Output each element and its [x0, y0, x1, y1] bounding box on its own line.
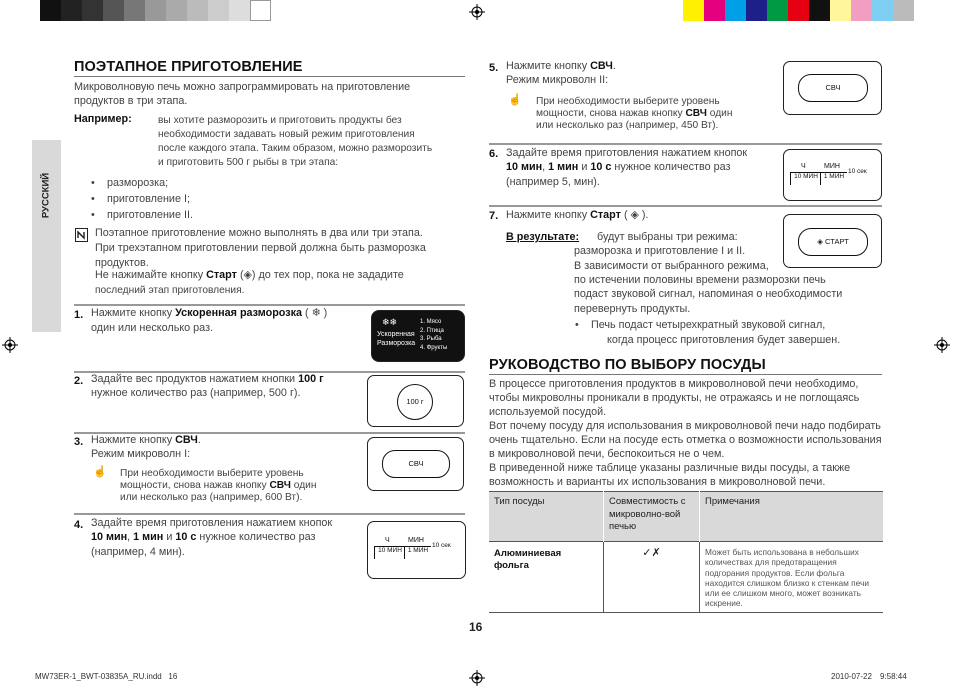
- tip-hand-icon: ☝: [93, 466, 107, 478]
- result-line-5: подаст звуковой сигнал, напоминая о необходимости: [574, 288, 843, 300]
- example-line-1: вы хотите разморозить и приготовить продукты без: [158, 115, 402, 126]
- result-bullet: • Печь подаст четырехкратный звуковой сигнал,: [591, 318, 825, 334]
- step-separator: [489, 143, 882, 145]
- result-line-1: будут выбраны три режима:: [597, 231, 738, 243]
- result-line-2: разморозка и приготовление I и II.: [574, 245, 746, 257]
- registration-mark-icon: [469, 4, 485, 20]
- step-3-line-1: Нажмите кнопку СВЧ.: [91, 434, 201, 446]
- ten-min-button[interactable]: 10 МИН: [790, 172, 821, 185]
- guide-para-line-4: Вот почему посуду для использования в микроволновой печи надо подбирать: [489, 420, 881, 432]
- guide-para-line-7: В приведенной ниже таблице указаны различные виды посуды, а также: [489, 462, 851, 474]
- step-3-line-2: Режим микроволн I:: [91, 448, 191, 460]
- section-title-cookware-guide: РУКОВОДСТВО ПО ВЫБОРУ ПОСУДЫ: [489, 357, 766, 373]
- title-rule: [489, 374, 882, 375]
- step-7-number: 7.: [489, 210, 499, 222]
- table-header: Примечания: [705, 496, 760, 507]
- defrost-icon: ❄❄: [382, 317, 398, 327]
- guide-para-line-5: очень тщательно. Если на посуде есть отметка о возможности использования: [489, 434, 882, 446]
- table-cell-notes: Может быть использована в небольших количествах для предотвращения подгорания продуктов. Если фольга находится слишком близко к стенкам печи или ее слишком много, может возникать искрение.: [705, 547, 869, 609]
- step-4-line-1: Задайте время приготовления нажатием кнопок: [91, 517, 333, 529]
- step-3-tip-line-1: При необходимости выберите уровень: [120, 468, 304, 479]
- start-diamond-icon: ◈: [817, 237, 826, 246]
- quick-defrost-label: Ускоренная Разморозка: [377, 331, 416, 347]
- quick-defrost-keyword: Ускоренная разморозка: [175, 307, 303, 319]
- step-1-line-2: один или несколько раз.: [91, 322, 214, 334]
- bullet-item: • разморозка;: [107, 176, 168, 192]
- weight-keyword: 100 г: [298, 373, 324, 385]
- defrost-symbol-icon: ( ❄ ): [305, 307, 328, 319]
- ten-sec-button[interactable]: 10 сек: [432, 542, 451, 549]
- step-2-line-1: Задайте вес продуктов нажатием кнопки 100 г: [91, 373, 324, 385]
- guide-para-line-6: в микроволновой печи, беспокоиться не о чем.: [489, 448, 725, 460]
- cookware-table: [489, 491, 883, 613]
- microwave-button[interactable]: СВЧ: [382, 450, 450, 478]
- tip-hand-icon: ☝: [508, 94, 522, 106]
- note-line-1: Поэтапное приготовление можно выполнять в два или три этапа.: [95, 227, 423, 239]
- step-6-number: 6.: [489, 148, 499, 160]
- note-line-3: продуктов.: [95, 257, 149, 269]
- guide-para-line-2: чтобы микроволны проникали в продукты, не отражаясь и не поглощаясь: [489, 392, 860, 404]
- title-rule: [74, 76, 465, 77]
- start-keyword: Старт: [206, 269, 237, 281]
- step-3-number: 3.: [74, 436, 84, 448]
- footer-filename: MW73ER-1_BWT-03835A_RU.indd 16: [35, 672, 178, 681]
- note-line-5: последний этап приготовления.: [95, 285, 245, 296]
- microwave-button-panel: [367, 437, 464, 491]
- table-header: Тип посуды: [489, 492, 604, 542]
- example-label: Например:: [74, 113, 132, 125]
- guide-para-line-1: В процессе приготовления продуктов в микроволновой печи необходимо,: [489, 378, 859, 390]
- side-tab-label: РУССКИЙ: [40, 172, 52, 219]
- step-5-line-2: Режим микроволн II:: [506, 74, 609, 86]
- step-5-line-1: Нажмите кнопку СВЧ.: [506, 60, 616, 72]
- step-5-tip-line-1: При необходимости выберите уровень: [536, 96, 720, 107]
- step-3-tip-line-3: или несколько раз (например, 600 Вт).: [120, 492, 303, 503]
- one-min-button[interactable]: 1 МИН: [820, 172, 847, 185]
- step-4-number: 4.: [74, 519, 84, 531]
- note-line-2: При трехэтапном приготовлении первой должна быть разморозка: [95, 242, 426, 254]
- minute-label: МИН: [824, 163, 840, 170]
- language-side-tab: [32, 140, 61, 332]
- intro-line-2: продуктов в три этапа.: [74, 95, 188, 107]
- step-5-tip-line-3: или несколько раз (например, 450 Вт).: [536, 120, 719, 131]
- example-line-4: и приготовить 500 г рыбы в три этапа:: [158, 157, 339, 168]
- quick-defrost-button-panel[interactable]: [371, 310, 465, 362]
- registration-mark-icon: [2, 337, 18, 353]
- step-separator: [74, 513, 465, 515]
- step-3-tip-line-2: мощности, снова нажав кнопку СВЧ один: [120, 480, 317, 491]
- time-buttons-panel: [367, 521, 466, 579]
- result-line-6: перевернуть продукты.: [574, 303, 691, 315]
- step-2-line-2: нужное количество раз (например, 500 г).: [91, 387, 301, 399]
- start-button-panel: [783, 214, 882, 268]
- start-symbol-icon: ( ◈ ).: [623, 209, 649, 221]
- one-min-button[interactable]: 1 МИН: [404, 546, 431, 559]
- step-5-number: 5.: [489, 62, 499, 74]
- time-buttons-panel: [783, 149, 882, 201]
- table-cell-type: Алюминиевая фольга: [489, 542, 604, 613]
- table-row: [489, 542, 883, 613]
- start-symbol-icon: (◈: [239, 269, 252, 281]
- bullet-item: • приготовление II.: [107, 208, 193, 224]
- step-6-line-1: Задайте время приготовления нажатием кнопок: [506, 147, 748, 159]
- step-2-number: 2.: [74, 375, 84, 387]
- table-header-row: [489, 492, 883, 542]
- table-cell-compat: ✓✗: [604, 542, 700, 613]
- weight-button-panel: [367, 375, 464, 427]
- ten-sec-button[interactable]: 10 сек: [848, 168, 867, 175]
- step-4-line-2: 10 мин, 1 мин и 10 с нужное количество раз: [91, 531, 316, 543]
- table-header: Совместимость с микроволно-вой печью: [604, 492, 700, 542]
- step-separator: [489, 205, 882, 207]
- result-line-3: В зависимости от выбранного режима,: [574, 260, 769, 272]
- microwave-button[interactable]: СВЧ: [798, 74, 868, 102]
- example-line-2: необходимости задавать новый режим приготовления: [158, 129, 415, 140]
- step-6-line-3: (например 5, мин).: [506, 176, 600, 188]
- minute-label: МИН: [408, 537, 424, 544]
- intro-line-1: Микроволновую печь можно запрограммировать на приготовление: [74, 81, 411, 93]
- step-1-number: 1.: [74, 309, 84, 321]
- step-1-line-1: Нажмите кнопку Ускоренная разморозка ( ❄ ): [91, 307, 328, 319]
- section-title-staged-cooking: ПОЭТАПНОЕ ПРИГОТОВЛЕНИЕ: [74, 59, 303, 75]
- result-label: В результате:: [506, 231, 580, 243]
- guide-para-line-8: возможность и варианты их использования в микроволновой печи.: [489, 476, 826, 488]
- footer-time: 9:58:44: [880, 672, 907, 681]
- guide-para-line-3: используемой посудой.: [489, 406, 607, 418]
- microwave-keyword: СВЧ: [175, 434, 198, 446]
- note-icon: [75, 228, 88, 242]
- start-button[interactable]: ◈ СТАРТ: [798, 228, 868, 256]
- microwave-button-panel: [783, 61, 882, 115]
- hour-label: Ч: [801, 163, 806, 170]
- note-line-4: Не нажимайте кнопку Старт (◈) до тех пор, пока не зададите: [95, 269, 404, 281]
- page-number: 16: [469, 620, 483, 634]
- example-line-3: после каждого этапа. Таким образом, можно разморозить: [158, 143, 433, 154]
- result-line-4: по истечении половины времени разморозки печь: [574, 274, 826, 286]
- weight-100g-button[interactable]: 100 г: [397, 384, 433, 420]
- step-7-line-1: Нажмите кнопку Старт ( ◈ ).: [506, 209, 649, 221]
- result-bullet-cont: когда процесс приготовления будет завершен.: [607, 334, 841, 346]
- bullet-item: • приготовление I;: [107, 192, 190, 208]
- step-4-line-3: (например, 4 мин).: [91, 546, 185, 558]
- registration-mark-icon: [934, 337, 950, 353]
- defrost-menu-list: 1. Мясо 2. Птица 3. Рыба 4. Фрукты: [420, 319, 448, 351]
- ten-min-button[interactable]: 10 МИН: [374, 546, 405, 559]
- registration-mark-icon: [469, 670, 485, 686]
- footer-date: 2010-07-22: [831, 672, 872, 681]
- hour-label: Ч: [385, 537, 390, 544]
- step-6-line-2: 10 мин, 1 мин и 10 с нужное количество раз: [506, 161, 731, 173]
- step-5-tip-line-2: мощности, снова нажав кнопку СВЧ один: [536, 108, 733, 119]
